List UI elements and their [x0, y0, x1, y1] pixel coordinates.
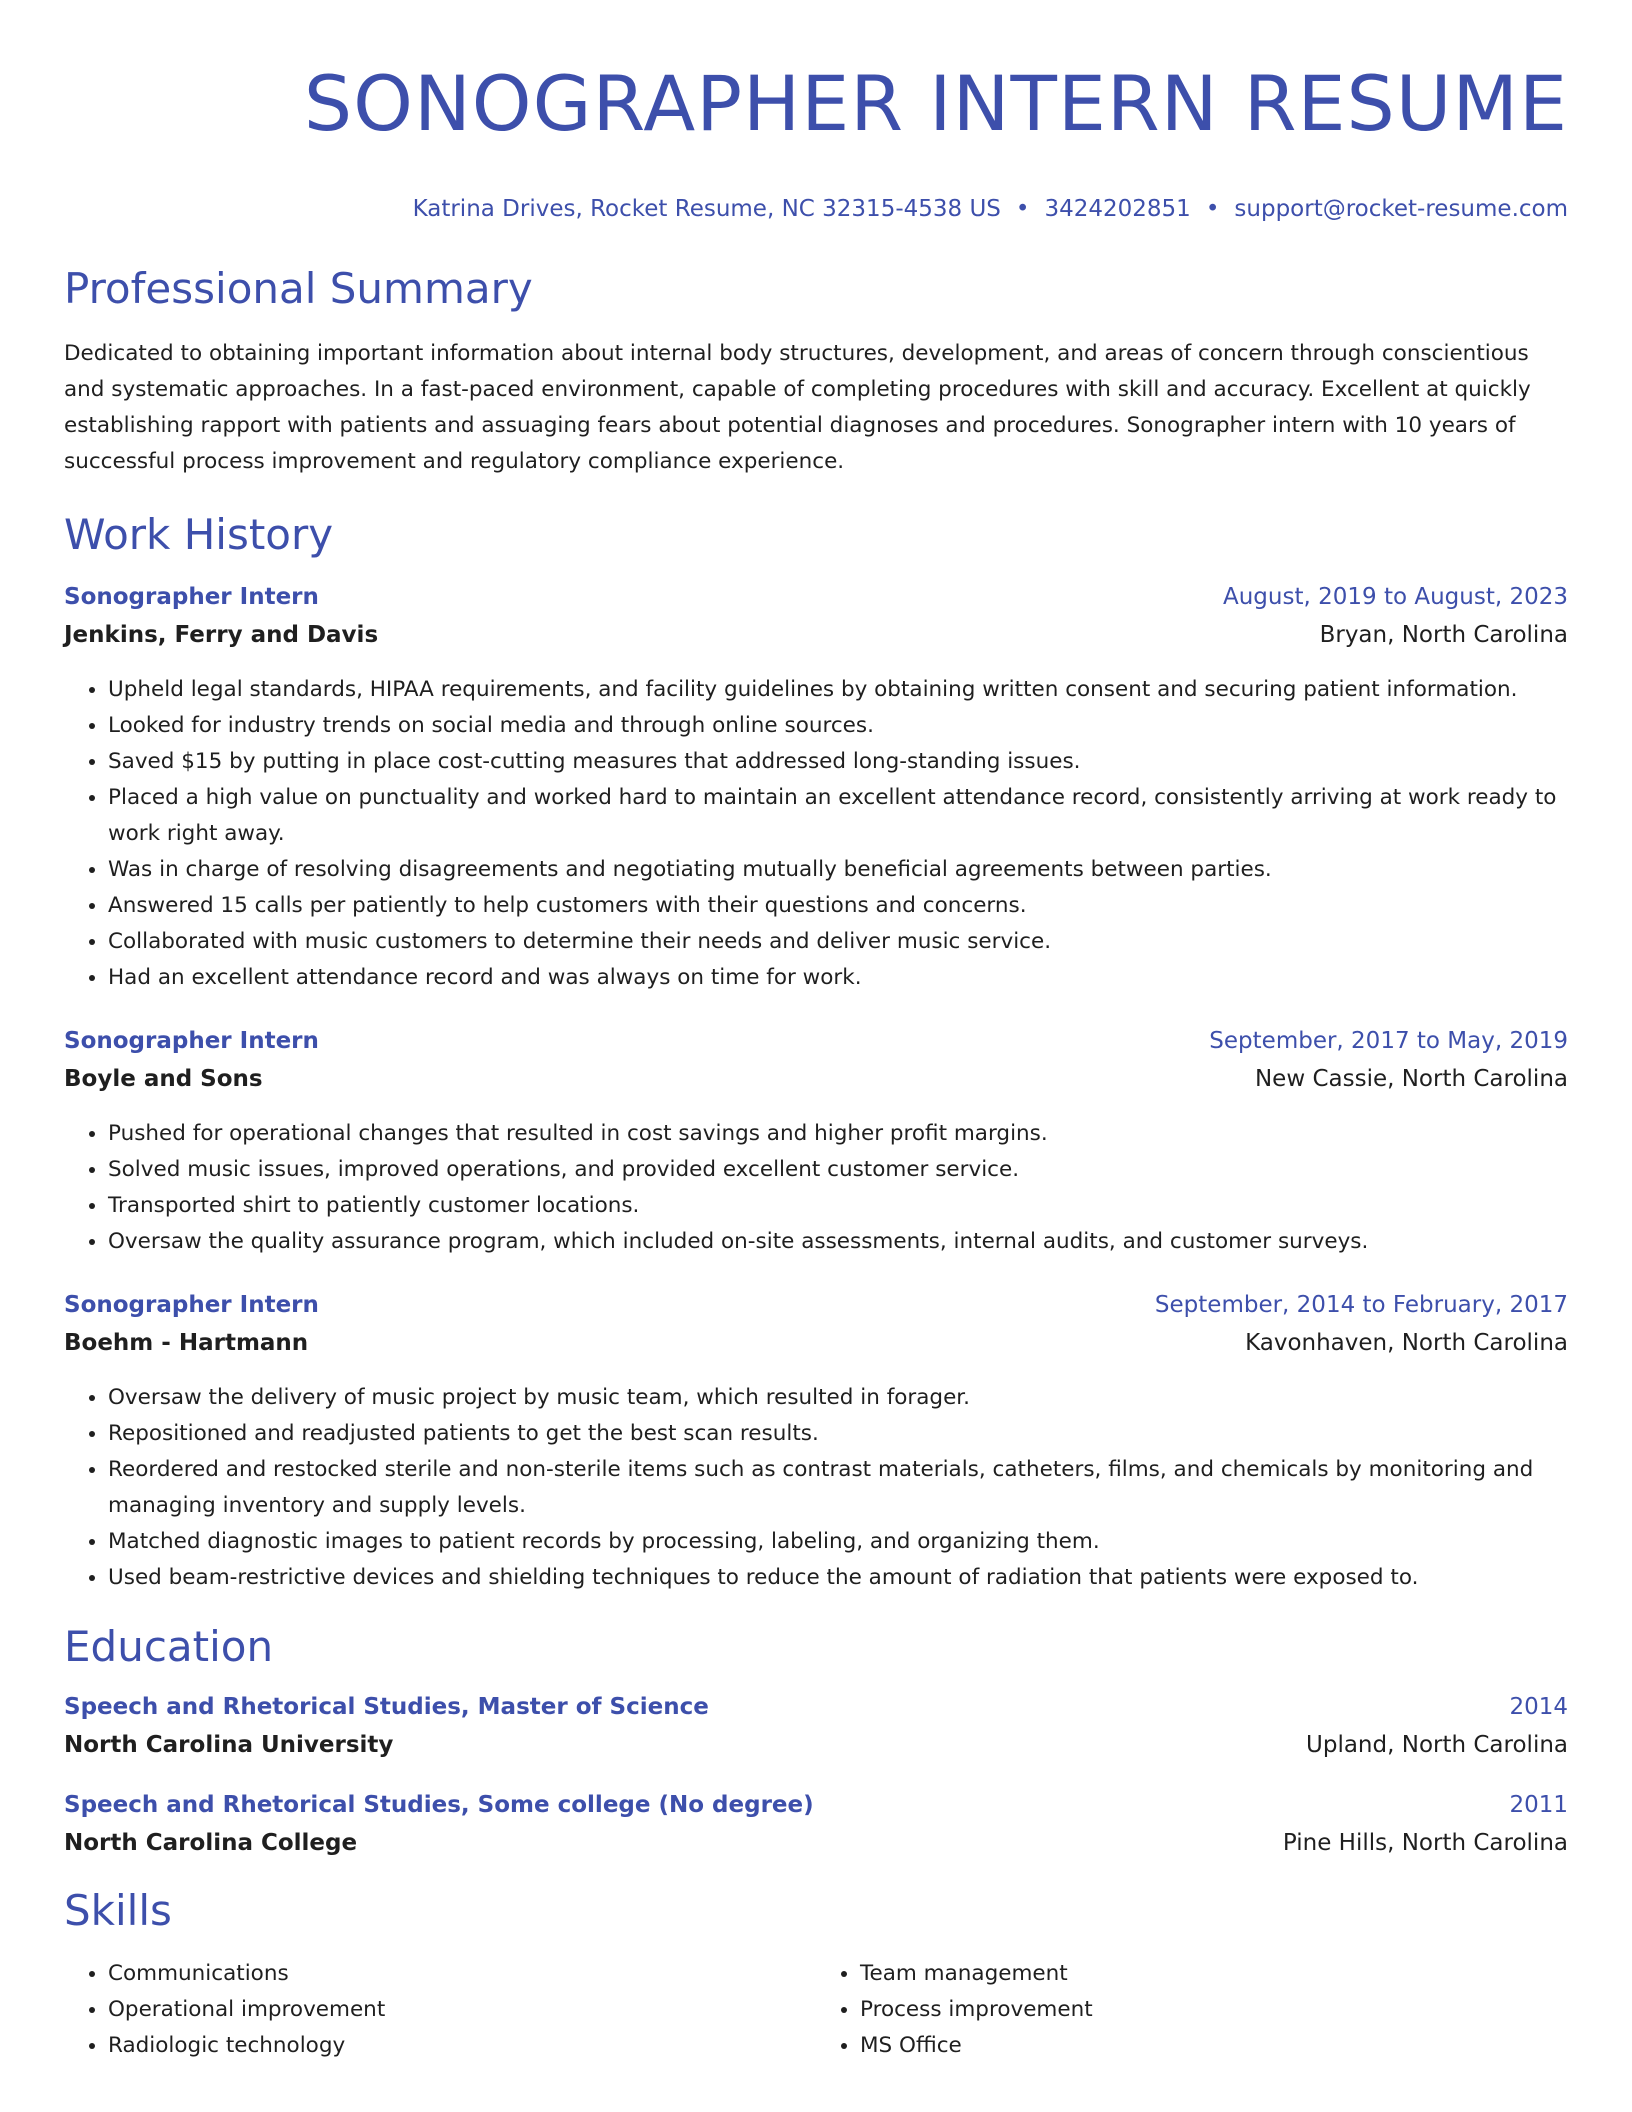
summary-heading: Professional Summary [64, 264, 533, 313]
resume-title: SONOGRAPHER INTERN RESUME [303, 59, 1568, 148]
bullet-item: • Repositioned and readjusted patients to get the best scan results. [108, 1416, 1568, 1452]
education-heading: Education [64, 1622, 274, 1671]
bullet-item: • Saved $15 by putting in place cost-cutting measures that addressed long-standing issues. [108, 744, 1568, 780]
job-location: Bryan, North Carolina [1319, 622, 1568, 648]
separator-dot: • [1205, 196, 1220, 222]
contact-phone: 3424202851 [1044, 196, 1191, 222]
skill-item: • Radiologic technology [108, 2028, 816, 2064]
job-bullets [64, 672, 1568, 996]
skill-item: • Communications [108, 1956, 816, 1992]
education-location: Pine Hills, North Carolina [1282, 1830, 1568, 1856]
bullet-item: • Answered 15 calls per patiently to help customers with their questions and concerns. [108, 888, 1568, 924]
education-entry [64, 1790, 1568, 1858]
bullet-item: • Transported shirt to patiently customer locations. [108, 1188, 1568, 1224]
bullet-item: • Was in charge of resolving disagreements and negotiating mutually beneficial agreements between parties. [108, 852, 1568, 888]
separator-dot: • [1015, 196, 1030, 222]
bullet-item: • Used beam-restrictive devices and shielding techniques to reduce the amount of radiation that patients were exposed to. [108, 1560, 1568, 1596]
job-entry [64, 1026, 1568, 1260]
bullet-item: • Upheld legal standards, HIPAA requirements, and facility guidelines by obtaining written consent and securing patient information. [108, 672, 1568, 708]
job-dates: September, 2014 to February, 2017 [1154, 1292, 1568, 1318]
job-location: Kavonhaven, North Carolina [1245, 1330, 1568, 1356]
contact-email: support@rocket-resume.com [1234, 196, 1568, 222]
skill-item: • Process improvement [860, 1992, 1568, 2028]
work-history-heading: Work History [64, 510, 334, 559]
job-company: Jenkins, Ferry and Davis [64, 622, 379, 648]
bullet-item: • Placed a high value on punctuality and worked hard to maintain an excellent attendance record, consistently arriving at work ready to work right away. [108, 780, 1568, 852]
contact-line [64, 194, 1568, 224]
job-bullets [64, 1380, 1568, 1596]
education-entry [64, 1692, 1568, 1760]
education-year: 2014 [1509, 1694, 1568, 1720]
skill-item: • MS Office [860, 2028, 1568, 2064]
bullet-item: • Solved music issues, improved operations, and provided excellent customer service. [108, 1152, 1568, 1188]
job-title: Sonographer Intern [64, 584, 319, 610]
bullet-item: • Matched diagnostic images to patient records by processing, labeling, and organizing them. [108, 1524, 1568, 1560]
bullet-item: • Oversaw the delivery of music project by music team, which resulted in forager. [108, 1380, 1568, 1416]
skill-item: • Team management [860, 1956, 1568, 1992]
education-location: Upland, North Carolina [1306, 1732, 1568, 1758]
contact-address: Katrina Drives, Rocket Resume, NC 32315-4538 US [412, 196, 1001, 222]
skills-list [64, 1956, 1568, 2064]
bullet-item: • Reordered and restocked sterile and non-sterile items such as contrast materials, catheters, films, and chemicals by monitoring and managing inventory and supply levels. [108, 1452, 1568, 1524]
skills-column-right [816, 1956, 1568, 2064]
bullet-item: • Oversaw the quality assurance program, which included on-site assessments, internal audits, and customer surveys. [108, 1224, 1568, 1260]
education-school: North Carolina College [64, 1830, 358, 1856]
job-entry [64, 582, 1568, 996]
job-company: Boyle and Sons [64, 1066, 263, 1092]
job-entry [64, 1290, 1568, 1596]
education-year: 2011 [1509, 1792, 1568, 1818]
education-school: North Carolina University [64, 1732, 394, 1758]
job-location: New Cassie, North Carolina [1254, 1066, 1568, 1092]
job-title: Sonographer Intern [64, 1292, 319, 1318]
job-bullets [64, 1116, 1568, 1260]
education-degree: Speech and Rhetorical Studies, Master of Science [64, 1694, 709, 1720]
job-title: Sonographer Intern [64, 1028, 319, 1054]
job-dates: August, 2019 to August, 2023 [1223, 584, 1568, 610]
bullet-item: • Looked for industry trends on social media and through online sources. [108, 708, 1568, 744]
education-degree: Speech and Rhetorical Studies, Some college (No degree) [64, 1792, 814, 1818]
bullet-item: • Pushed for operational changes that resulted in cost savings and higher profit margins. [108, 1116, 1568, 1152]
skill-item: • Operational improvement [108, 1992, 816, 2028]
bullet-item: • Had an excellent attendance record and was always on time for work. [108, 960, 1568, 996]
skills-heading: Skills [64, 1886, 172, 1935]
skills-column-left [64, 1956, 816, 2064]
job-dates: September, 2017 to May, 2019 [1209, 1028, 1568, 1054]
bullet-item: • Collaborated with music customers to determine their needs and deliver music service. [108, 924, 1568, 960]
job-company: Boehm - Hartmann [64, 1330, 309, 1356]
summary-text: Dedicated to obtaining important information about internal body structures, development, and areas of concern through conscientious and systematic approaches. In a fast-paced environment, capable of completing procedures with skill and accuracy. Excellent at quickly establishing rapport with patients and assuaging fears about potential diagnoses and procedures. Sonographer intern with 10 years of successful process improvement and regulatory compliance experience. [64, 341, 1531, 474]
